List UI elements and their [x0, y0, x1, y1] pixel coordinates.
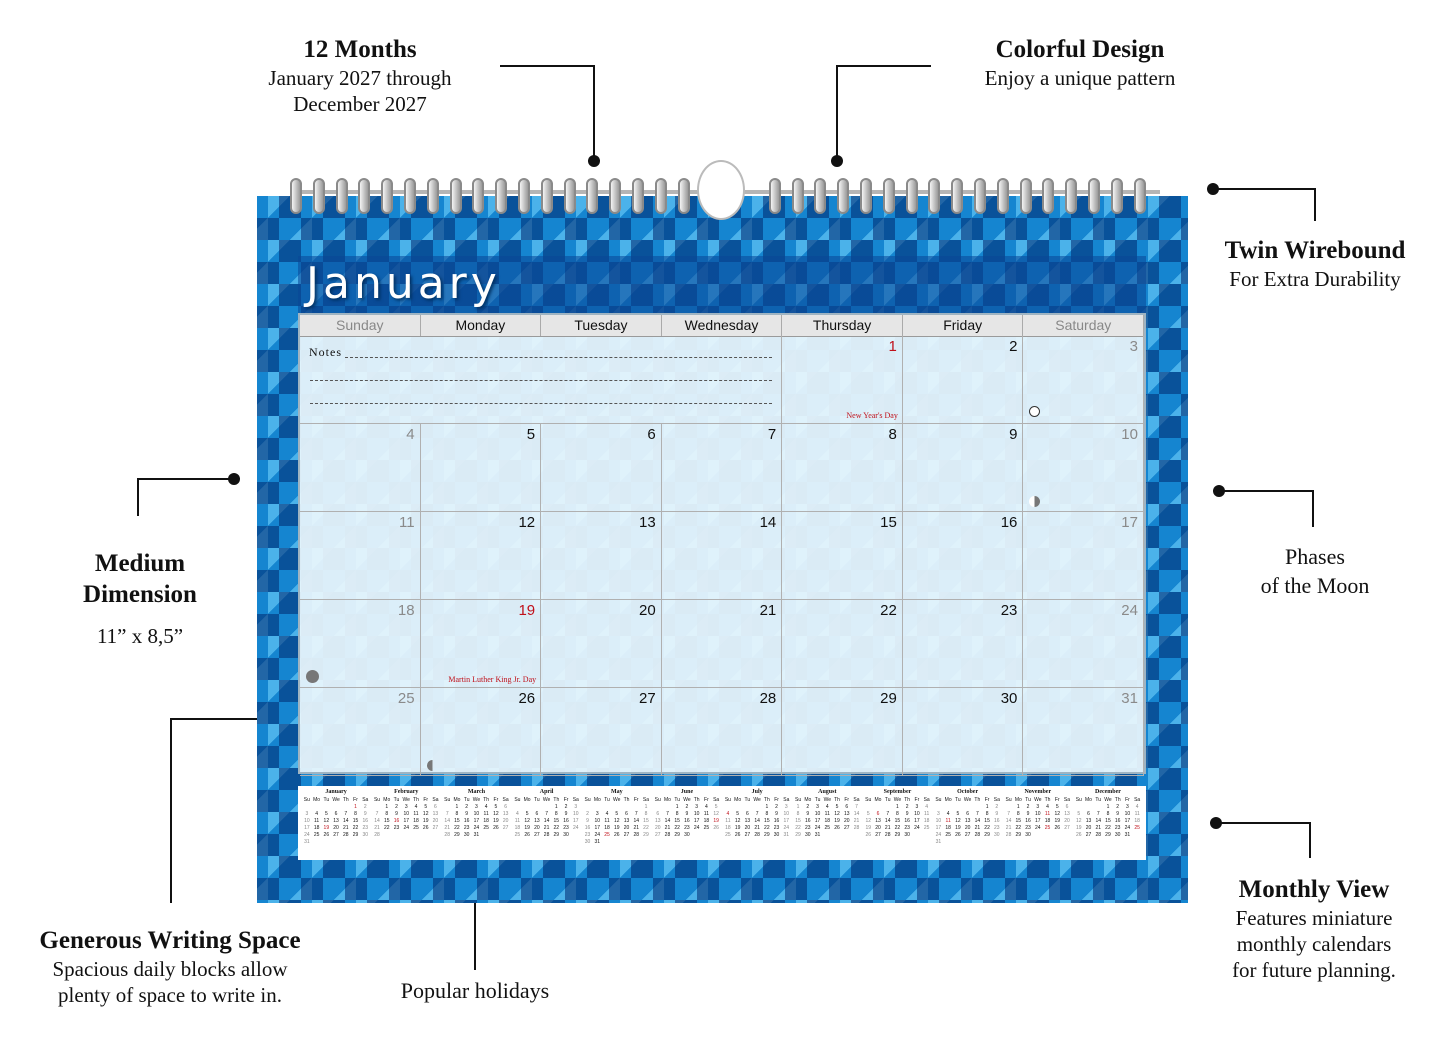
day-number: 8 [888, 426, 897, 443]
mini-week-row: 1 [644, 804, 648, 810]
mini-week-row: 23 24 25 26 27 28 29 [584, 832, 649, 838]
day-number: 20 [639, 602, 656, 619]
day-number: 10 [1121, 426, 1138, 443]
mini-week-row: 20 21 22 23 24 25 26 [654, 825, 719, 831]
mini-week-row: 12 13 14 15 16 17 18 [1075, 818, 1140, 824]
mini-week-row: 7 8 9 10 11 12 13 [445, 811, 509, 817]
mini-week-row: 30 31 [584, 839, 601, 845]
day-number: 19 [518, 602, 536, 619]
day-number: 5 [526, 426, 536, 443]
mini-week-row: 11 12 13 14 15 16 17 [725, 818, 790, 824]
callout-monthly-line1: Features miniature [1235, 906, 1393, 930]
day-number: 11 [398, 514, 415, 531]
day-number: 24 [1121, 602, 1138, 619]
binding-coil [427, 178, 439, 214]
callout-dimension-title1: Medium [94, 550, 186, 577]
mini-week-row: 9 10 11 12 13 14 15 [586, 818, 649, 824]
callout-writing-title: Generous Writing Space [39, 927, 301, 954]
mini-month-title: November [1024, 789, 1052, 795]
mini-month-january [301, 788, 371, 858]
mini-week-row: 11 12 13 14 15 16 17 [514, 818, 579, 824]
binding-coil [837, 178, 849, 214]
day-cell[interactable] [421, 424, 542, 512]
notes-rule [345, 357, 772, 358]
mini-week-row: 1 2 3 4 [896, 804, 929, 810]
leader-line [137, 478, 235, 480]
mini-week-row: 1 2 [985, 804, 999, 810]
day-cell[interactable] [903, 512, 1024, 600]
mini-week-row: 31 [304, 839, 310, 845]
mini-week-row: 31 [935, 839, 942, 845]
callout-monthly-title: Monthly View [1238, 876, 1390, 903]
callout-moon-phases [1215, 542, 1415, 600]
hanger-hole [697, 160, 745, 220]
callout-12-months [230, 34, 490, 117]
day-cell[interactable] [662, 512, 783, 600]
callout-wire-title: Twin Wirebound [1224, 237, 1406, 264]
notes-label: Notes [309, 345, 342, 359]
callout-twin-wirebound [1200, 235, 1430, 292]
day-cell[interactable] [903, 424, 1024, 512]
mini-week-row: 1 2 3 [765, 804, 788, 810]
binding-coil [313, 178, 325, 214]
mini-week-row: 12 13 14 15 16 17 18 [865, 818, 930, 824]
day-cell[interactable] [662, 688, 783, 776]
day-cell[interactable] [662, 424, 783, 512]
binding-coil [564, 178, 576, 214]
callout-monthly-view [1205, 874, 1423, 983]
callout-12-months-line2: December 2027 [293, 92, 427, 116]
mini-week-row: 25 26 27 28 29 30 [514, 832, 569, 838]
month-grid [298, 313, 1146, 774]
mini-month-title: August [818, 789, 837, 795]
mini-month-title: September [883, 789, 912, 795]
mini-month-may [582, 788, 652, 858]
weekday-header [300, 315, 1144, 337]
moon-last-quarter-icon [1029, 496, 1040, 507]
mini-week-row: 24 25 26 27 28 29 30 [935, 832, 1000, 838]
mini-week-row: 3 4 5 6 7 8 9 [305, 811, 367, 817]
binding-coil [974, 178, 986, 214]
mini-week-row: 4 5 6 7 8 9 10 [726, 811, 790, 817]
mini-month-august [792, 788, 862, 858]
mini-month-title: April [539, 789, 554, 795]
binding-coil [769, 178, 781, 214]
mini-week-row: 8 9 10 11 12 13 14 [796, 811, 860, 817]
callout-design-title: Colorful Design [995, 36, 1165, 63]
mini-month-title: December [1094, 789, 1121, 795]
mini-week-row: 19 20 21 22 23 24 25 [865, 825, 930, 831]
day-cell[interactable] [782, 424, 903, 512]
day-number: 12 [518, 514, 536, 531]
day-cell[interactable] [300, 512, 421, 600]
mini-month-june [652, 788, 722, 858]
mini-week-row: 16 17 18 19 20 21 22 [584, 825, 649, 831]
binding-coil [1042, 178, 1054, 214]
day-cell[interactable] [421, 600, 542, 688]
mini-month-title: February [394, 789, 419, 795]
day-cell[interactable] [782, 336, 903, 424]
day-cell[interactable] [903, 688, 1024, 776]
day-cell[interactable] [1023, 688, 1144, 776]
callout-popular-holidays [370, 978, 580, 1004]
mini-month-title: October [957, 789, 979, 795]
binding-coil [541, 178, 553, 214]
mini-week-row: 7 8 9 10 11 12 13 [1007, 811, 1070, 817]
mini-week-row: 21 22 23 24 25 26 27 [1005, 825, 1070, 831]
binding-coil [951, 178, 963, 214]
day-number: 29 [880, 690, 897, 707]
mini-week-row: 17 18 19 20 21 22 23 [304, 825, 369, 831]
mini-week-row: 21 22 23 24 25 26 27 [374, 825, 439, 831]
day-number: 23 [1000, 602, 1018, 619]
day-number: 21 [759, 602, 777, 619]
binding-coil [1088, 178, 1100, 214]
binding-coil [404, 178, 416, 214]
mini-week-row: 7 8 9 10 11 12 13 [375, 811, 439, 817]
weekday-monday: Monday [421, 315, 542, 336]
mini-week-row: 26 27 28 29 30 31 [1075, 832, 1131, 838]
binding-coil [609, 178, 621, 214]
mini-week-row: 18 19 20 21 22 23 24 [514, 825, 579, 831]
mini-week-row: 3 4 5 6 7 8 9 [937, 811, 999, 817]
day-cell[interactable] [300, 688, 421, 776]
mini-week-row: 14 15 16 17 18 19 20 [374, 818, 439, 824]
day-number: 17 [1121, 514, 1138, 531]
day-number: 7 [767, 426, 777, 443]
callout-moon-line2: of the Moon [1260, 573, 1370, 598]
binding-coil [472, 178, 484, 214]
mini-months-strip [298, 786, 1146, 860]
mini-week-row: 4 5 6 7 8 9 10 [515, 811, 579, 817]
mini-week-row: 5 6 7 8 9 10 11 [1077, 811, 1140, 817]
callout-writing-space [20, 925, 320, 1008]
mini-weekday-row: Su Mo Tu We Th Fr Sa [373, 797, 439, 803]
notes-rule [310, 403, 772, 404]
mini-week-row: 26 27 28 29 30 [865, 832, 910, 838]
day-cell[interactable] [782, 512, 903, 600]
leader-dot [831, 155, 843, 167]
mini-week-row: 1 2 3 4 5 6 7 [796, 804, 858, 810]
leader-dot [228, 473, 240, 485]
mini-week-row: 27 28 29 30 [654, 832, 690, 838]
day-cell[interactable] [782, 600, 903, 688]
mini-weekday-row: Su Mo Tu We Th Fr Sa [1005, 797, 1071, 803]
day-number: 18 [397, 602, 415, 619]
day-number: 27 [639, 690, 656, 707]
mini-weekday-row: Su Mo Tu We Th Fr Sa [654, 797, 720, 803]
callout-12-months-title: 12 Months [303, 36, 417, 63]
leader-line [1218, 490, 1314, 492]
mini-week-row: 28 29 30 [1005, 832, 1031, 838]
weekday-thursday: Thursday [782, 315, 903, 336]
notes-rule [310, 380, 772, 381]
day-number: 14 [759, 514, 777, 531]
mini-month-title: June [680, 789, 694, 795]
month-title: January [306, 258, 501, 309]
mini-week-row: 17 18 19 20 21 22 23 [935, 825, 1000, 831]
binding-coil [883, 178, 895, 214]
callout-writing-line2: plenty of space to write in. [58, 983, 282, 1007]
callout-dimension-title2: Dimension [83, 581, 197, 608]
day-cell[interactable] [662, 600, 783, 688]
binding-coil [928, 178, 940, 214]
mini-month-april [512, 788, 582, 858]
mini-month-march [441, 788, 511, 858]
day-number: 1 [888, 338, 897, 355]
day-number: 9 [1009, 426, 1018, 443]
mini-week-row: 21 22 23 24 25 26 27 [444, 825, 509, 831]
binding-coil [358, 178, 370, 214]
moon-new-icon [306, 670, 319, 683]
mini-week-row: 1 2 3 4 [1106, 804, 1139, 810]
day-cell[interactable] [541, 512, 662, 600]
weekday-wednesday: Wednesday [662, 315, 783, 336]
mini-week-row: 24 25 26 27 28 29 30 [304, 832, 369, 838]
mini-month-october [933, 788, 1003, 858]
day-number: 13 [639, 514, 656, 531]
mini-week-row: 14 15 16 17 18 19 20 [1005, 818, 1070, 824]
day-cell[interactable] [541, 600, 662, 688]
mini-week-row: 15 16 17 18 19 20 21 [795, 818, 860, 824]
day-number: 28 [759, 690, 777, 707]
mini-week-row: 1 2 3 4 5 [675, 804, 718, 810]
binding-coil [336, 178, 348, 214]
day-cell[interactable] [1023, 512, 1144, 600]
mini-weekday-row: Su Mo Tu We Th Fr Sa [935, 797, 1000, 803]
day-cell[interactable] [782, 688, 903, 776]
day-number: 15 [880, 514, 897, 531]
binding-coil [1020, 178, 1032, 214]
leader-line [836, 65, 931, 67]
binding-coil [381, 178, 393, 214]
day-cell[interactable] [903, 336, 1024, 424]
day-cell[interactable] [1023, 336, 1144, 424]
moon-first-quarter-icon [427, 760, 438, 771]
callout-design-line1: Enjoy a unique pattern [984, 66, 1176, 90]
day-cell[interactable] [300, 600, 421, 688]
day-cell[interactable] [300, 424, 421, 512]
binding-coil [906, 178, 918, 214]
callout-dimension-size: 11” x 8,5” [96, 624, 184, 648]
leader-line [1312, 490, 1314, 527]
mini-weekday-row: Su Mo Tu We Th Fr Sa [1075, 797, 1141, 803]
mini-month-title: March [467, 789, 486, 795]
mini-week-row: 2 3 4 5 6 7 8 [586, 811, 648, 817]
mini-week-row: 28 29 30 31 [444, 832, 480, 838]
mini-week-row: 28 [374, 832, 380, 838]
mini-week-row: 10 11 12 13 14 15 16 [935, 818, 1000, 824]
binding-coil [678, 178, 690, 214]
callout-holidays-line1: Popular holidays [400, 978, 550, 1003]
mini-month-february [371, 788, 441, 858]
moon-full-icon [1029, 406, 1040, 417]
binding-coil [586, 178, 598, 214]
binding-coil [792, 178, 804, 214]
callout-monthly-line3: for future planning. [1232, 958, 1396, 982]
mini-weekday-row: Su Mo Tu We Th Fr Sa [724, 797, 790, 803]
callout-writing-line1: Spacious daily blocks allow [52, 957, 288, 981]
binding-coil [518, 178, 530, 214]
leader-line [137, 478, 139, 516]
callout-monthly-line2: monthly calendars [1236, 932, 1392, 956]
leader-line [1309, 822, 1311, 858]
mini-weekday-row: Su Mo Tu We Th Fr Sa [444, 797, 509, 803]
mini-week-row: 1 2 [354, 804, 367, 810]
binding-coil [290, 178, 302, 214]
day-number: 26 [518, 690, 536, 707]
binding-coil [632, 178, 644, 214]
day-number: 2 [1009, 338, 1018, 355]
leader-dot [588, 155, 600, 167]
mini-month-december [1073, 788, 1143, 858]
mini-week-row: 10 11 12 13 14 15 16 [304, 818, 369, 824]
mini-week-row: 29 30 31 [795, 832, 821, 838]
binding-coil [495, 178, 507, 214]
mini-weekday-row: Su Mo Tu We Th Fr Sa [303, 797, 369, 803]
holiday-label: New Year's Day [846, 411, 898, 420]
mini-week-row: 1 2 3 4 5 6 [455, 804, 507, 810]
mini-week-row: 5 6 7 8 9 10 11 [866, 811, 930, 817]
day-cell[interactable] [1023, 600, 1144, 688]
binding-coil [1111, 178, 1123, 214]
callout-medium-dimension [50, 548, 230, 649]
day-cell[interactable] [421, 688, 542, 776]
mini-week-row: 1 2 3 [554, 804, 578, 810]
mini-weekday-row: Su Mo Tu We Th Fr Sa [865, 797, 930, 803]
mini-week-row: 19 20 21 22 23 24 25 [1075, 825, 1140, 831]
day-cell[interactable] [541, 424, 662, 512]
mini-week-row: 14 15 16 17 18 19 20 [444, 818, 509, 824]
day-cell[interactable] [421, 512, 542, 600]
mini-week-row: 18 19 20 21 22 23 24 [725, 825, 790, 831]
callout-wire-line1: For Extra Durability [1229, 267, 1401, 291]
day-number: 25 [397, 690, 415, 707]
weekday-saturday: Saturday [1023, 315, 1144, 336]
leader-line [593, 65, 595, 160]
leader-line [500, 65, 595, 67]
notes-area[interactable] [300, 336, 782, 424]
mini-weekday-row: Su Mo Tu We Th Fr Sa [795, 797, 860, 803]
mini-month-title: July [751, 789, 763, 795]
leader-line [836, 65, 838, 160]
mini-weekday-row: Su Mo Tu We Th Fr Sa [584, 797, 650, 803]
callout-moon-line1: Phases [1285, 544, 1345, 569]
binding-coil [860, 178, 872, 214]
leader-line [1314, 188, 1316, 221]
binding-coil [997, 178, 1009, 214]
day-number: 31 [1121, 690, 1138, 707]
mini-week-row: 25 26 27 28 29 30 31 [725, 832, 790, 838]
leader-line [1215, 822, 1311, 824]
mini-month-september [862, 788, 932, 858]
day-cell[interactable] [1023, 424, 1144, 512]
binding-coil [450, 178, 462, 214]
binding-coil [1065, 178, 1077, 214]
day-number: 16 [1000, 514, 1018, 531]
holiday-label: Martin Luther King Jr. Day [448, 675, 537, 684]
mini-month-november [1003, 788, 1073, 858]
weekday-friday: Friday [903, 315, 1024, 336]
day-number: 6 [647, 426, 656, 443]
mini-week-row: 13 14 15 16 17 18 19 [654, 818, 719, 824]
mini-week-row: 1 2 3 4 5 6 [1016, 804, 1069, 810]
day-cell[interactable] [903, 600, 1024, 688]
day-cell[interactable] [541, 688, 662, 776]
callout-colorful-design [955, 34, 1205, 91]
weekday-sunday: Sunday [300, 315, 421, 336]
mini-weekday-row: Su Mo Tu We Th Fr Sa [514, 797, 579, 803]
binding-coil [1134, 178, 1146, 214]
mini-month-july [722, 788, 792, 858]
mini-month-title: May [610, 789, 623, 795]
callout-12-months-line1: January 2027 through [268, 66, 452, 90]
binding-coil [655, 178, 667, 214]
mini-month-title: January [325, 789, 347, 795]
mini-week-row: 22 23 24 25 26 27 28 [795, 825, 860, 831]
day-number: 30 [1000, 690, 1018, 707]
day-number: 22 [880, 602, 897, 619]
leader-line [1212, 188, 1316, 190]
mini-week-row: 6 7 8 9 10 11 12 [656, 811, 719, 817]
binding-coil [814, 178, 826, 214]
weekday-tuesday: Tuesday [541, 315, 662, 336]
day-number: 4 [406, 426, 415, 443]
mini-week-row: 1 2 3 4 5 6 [385, 804, 437, 810]
leader-line [170, 718, 172, 903]
day-number: 3 [1129, 338, 1138, 355]
